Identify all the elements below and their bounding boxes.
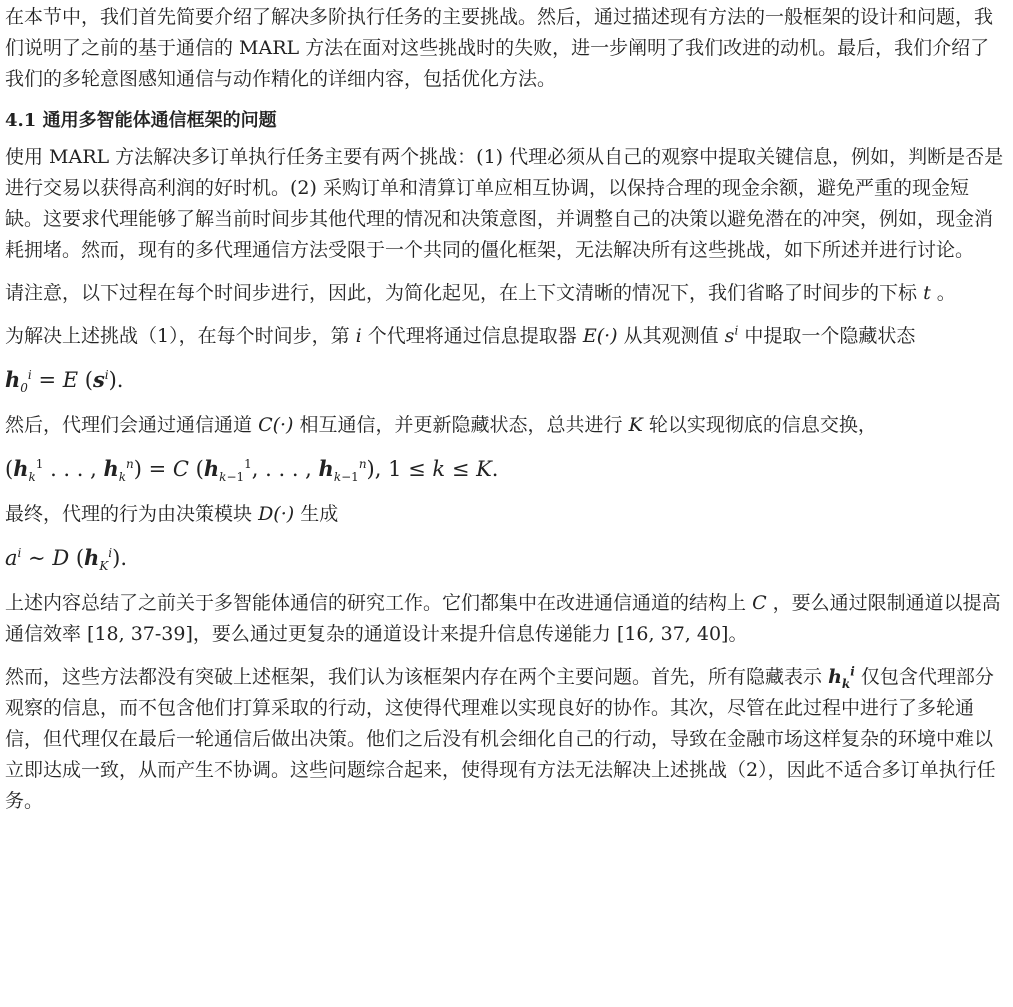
timestep-note-end: 。: [936, 282, 956, 304]
equation-hidden-state: $h_0^i = E$ $(s^i)$.: [5, 367, 124, 396]
intro-paragraph: 在本节中，我们首先简要介绍了解决多阶执行任务的主要挑战。然后，通过描述现有方法的一般框架的设计和问题，我们说明了之前的基于通信的 MARL 方法在面对这些挑战时的失败，进一步阐明了我们改进的动机。最后，我们介绍了我们的多轮意图感知通信与动作精化的详细内容，包括优化方法。: [5, 6, 994, 90]
hidden-representation-symbol: $h_k^i$: [828, 664, 855, 691]
prior-work-text-a: 上述内容总结了之前关于多智能体通信的研究工作。它们都集中在改进通信通道的结构上: [5, 592, 747, 614]
prior-work-paragraph: [5, 588, 1005, 650]
timestep-note-text: 请注意，以下过程在每个时间步进行，因此，为简化起见，在上下文清晰的情况下，我们省略了时间步的下标: [5, 282, 918, 304]
observation-variable: $s^i$: [724, 323, 739, 347]
section-heading: 4.1 通用多智能体通信框架的问题: [5, 110, 277, 131]
problems-text-a: 然而，这些方法都没有突破上述框架，我们认为该框架内存在两个主要问题。首先，所有隐藏表示: [5, 666, 823, 688]
challenges-paragraph: 使用 MARL 方法解决多订单执行任务主要有两个挑战：(1) 代理必须从自己的观察中提取关键信息，例如，判断是否是进行交易以获得高利润的好时机。(2) 采购订单和清算订单应相互协调，以保持合理的现金余额，避免严重的现金短缺。这要求代理能够了解当前时间步其他代理的情况和决策意图，并调整自己的决策以避免潜在的冲突，例如，现金消耗拥堵。然而，现有的多代理通信方法受限于一个共同的僵化框架，无法解决所有这些挑战，如下所述并进行讨论。: [5, 146, 1004, 261]
prior-work-text-b: ，要么通过限制通道以提高通信效率 [18, 37-39]，要么通过更复杂的通道设计来提升信息传递能力 [16, 37, 40]。: [5, 592, 1001, 645]
communication-text-b: 相互通信，并更新隐藏状态，总共进行: [299, 414, 623, 436]
communication-paragraph: [5, 410, 1005, 441]
communication-text-a: 然后，代理们会通过通信通道: [5, 414, 253, 436]
decision-text-a: 最终，代理的行为由决策模块: [5, 503, 253, 525]
problems-text-b: 仅包含代理部分观察的信息，而不包含他们打算采取的行动，这使得代理难以实现良好的协作。其次，尽管在此过程中进行了多轮通信，但代理仅在最后一轮通信后做出决策。他们之后没有机会细化自己的行动，导致在金融市场这样复杂的环境中难以立即达成一致，从而产生不协调。这些问题综合起来，使得现有方法无法解决上述挑战（2），因此不适合多订单执行任务。: [5, 666, 996, 812]
extractor-paragraph: [5, 321, 1005, 352]
extractor-text-b: 个代理将通过信息提取器: [367, 325, 577, 347]
extractor-text-c: 从其观测值: [623, 325, 719, 347]
extractor-text-a: 为解决上述挑战（1），在每个时间步，第: [5, 325, 350, 347]
decision-paragraph: [5, 499, 1005, 530]
timestep-variable: t: [923, 282, 931, 304]
problems-paragraph: [5, 662, 1005, 817]
extractor-text-d: 中提取一个隐藏状态: [744, 325, 916, 347]
equation-action: $a^i$ ∼ D $(h_K^i)$.: [5, 545, 128, 574]
agent-index-variable: i: [355, 325, 362, 347]
channel-function: C(·): [258, 414, 294, 436]
timestep-note-paragraph: [5, 278, 1005, 309]
rounds-variable: K: [628, 414, 643, 436]
decision-function: D(·): [258, 503, 295, 525]
extractor-function: E(·): [582, 325, 618, 347]
equation-communication: ($h_k^1$ . . . , $h_k^n) = C$ ($h_{k-1}^1$, . . . , $h_{k-1}^n$), 1 ≤ k ≤ K.: [5, 456, 499, 485]
decision-text-b: 生成: [300, 503, 339, 525]
communication-text-c: 轮以实现彻底的信息交换，: [648, 414, 877, 436]
channel-symbol: C: [752, 592, 767, 614]
